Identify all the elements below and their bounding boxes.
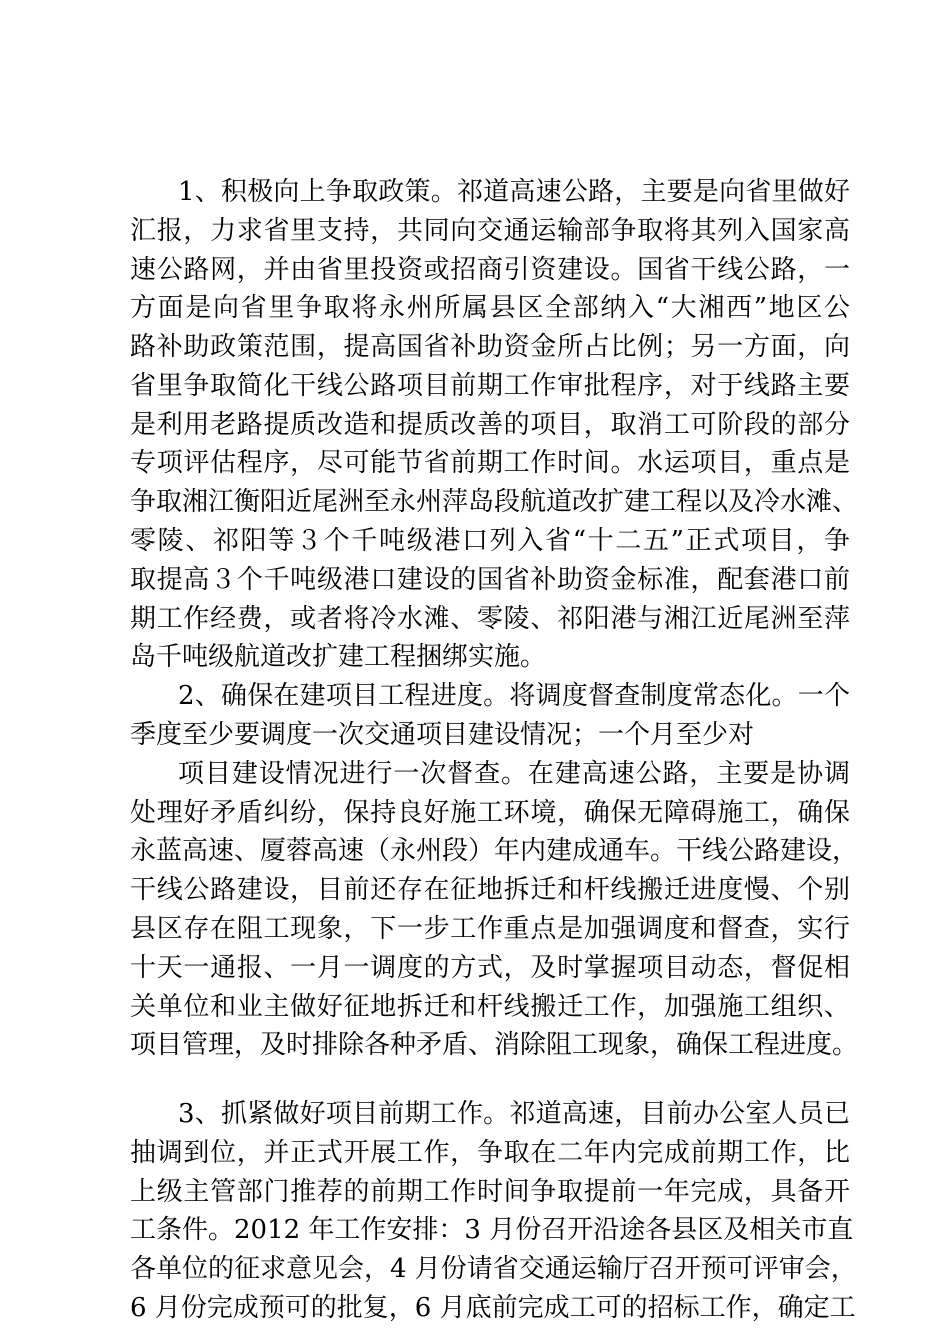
text-line: 1、积极向上争取政策。祁道高速公路，主要是向省里做好 bbox=[178, 177, 850, 207]
text-line: 县区存在阻工现象，下一步工作重点是加强调度和督查，实行 bbox=[130, 914, 850, 944]
text-line: 干线公路建设，目前还存在征地拆迁和杆线搬迁进度慢、个别 bbox=[130, 875, 850, 905]
text-line: 工条件。2012 年工作安排：3 月份召开沿途各县区及相关市直 bbox=[130, 1215, 854, 1245]
text-line: 省里争取简化干线公路项目前期工作审批程序，对于线路主要 bbox=[130, 371, 850, 401]
text-line: 项目管理，及时排除各种矛盾、消除阻工现象，确保工程进度。 bbox=[130, 1030, 859, 1060]
text-line: 项目建设情况进行一次督查。在建高速公路，主要是协调 bbox=[178, 759, 850, 789]
text-line: 路补助政策范围，提高国省补助资金所占比例；另一方面，向 bbox=[130, 332, 850, 362]
text-line: 抽调到位，并正式开展工作，争取在二年内完成前期工作，比 bbox=[130, 1138, 850, 1168]
text-line: 是利用老路提质改造和提质改善的项目，取消工可阶段的部分 bbox=[130, 410, 850, 440]
text-line: 上级主管部门推荐的前期工作时间争取提前一年完成，具备开 bbox=[130, 1177, 850, 1207]
text-line: 永蓝高速、厦蓉高速（永州段）年内建成通车。干线公路建设， bbox=[130, 836, 859, 866]
text-line: 方面是向省里争取将永州所属县区全部纳入“大湘西”地区公 bbox=[130, 293, 850, 323]
text-line: 岛千吨级航道改扩建工程捆绑实施。 bbox=[130, 642, 547, 672]
text-line: 零陵、祁阳等３个千吨级港口列入省“十二五”正式项目，争 bbox=[130, 526, 850, 556]
text-line: 关单位和业主做好征地拆迁和杆线搬迁工作，加强施工组织、 bbox=[130, 992, 850, 1022]
text-line: 速公路网，并由省里投资或招商引资建设。国省干线公路，一 bbox=[130, 255, 850, 285]
text-line: 专项评估程序，尽可能节省前期工作时间。水运项目，重点是 bbox=[130, 448, 850, 478]
text-line: 十天一通报、一月一调度的方式，及时掌握项目动态，督促相 bbox=[130, 953, 850, 983]
text-line: 处理好矛盾纠纷，保持良好施工环境，确保无障碍施工，确保 bbox=[130, 798, 850, 828]
text-line: 3、抓紧做好项目前期工作。祁道高速，目前办公室人员已 bbox=[178, 1099, 850, 1129]
text-line: 汇报，力求省里支持，共同向交通运输部争取将其列入国家高 bbox=[130, 216, 850, 246]
text-line: 6 月份完成预可的批复，6 月底前完成工可的招标工作，确定工 bbox=[130, 1293, 856, 1323]
text-line: 2、确保在建项目工程进度。将调度督查制度常态化。一个 bbox=[178, 681, 850, 711]
text-line: 各单位的征求意见会，4 月份请省交通运输厅召开预可评审会， bbox=[130, 1254, 857, 1284]
text-line: 季度至少要调度一次交通项目建设情况；一个月至少对 bbox=[130, 720, 755, 750]
text-line: 争取湘江衡阳近尾洲至永州萍岛段航道改扩建工程以及冷水滩、 bbox=[130, 487, 859, 517]
text-line: 取提高３个千吨级港口建设的国省补助资金标准，配套港口前 bbox=[130, 565, 850, 595]
text-line: 期工作经费，或者将冷水滩、零陵、祁阳港与湘江近尾洲至萍 bbox=[130, 604, 850, 634]
